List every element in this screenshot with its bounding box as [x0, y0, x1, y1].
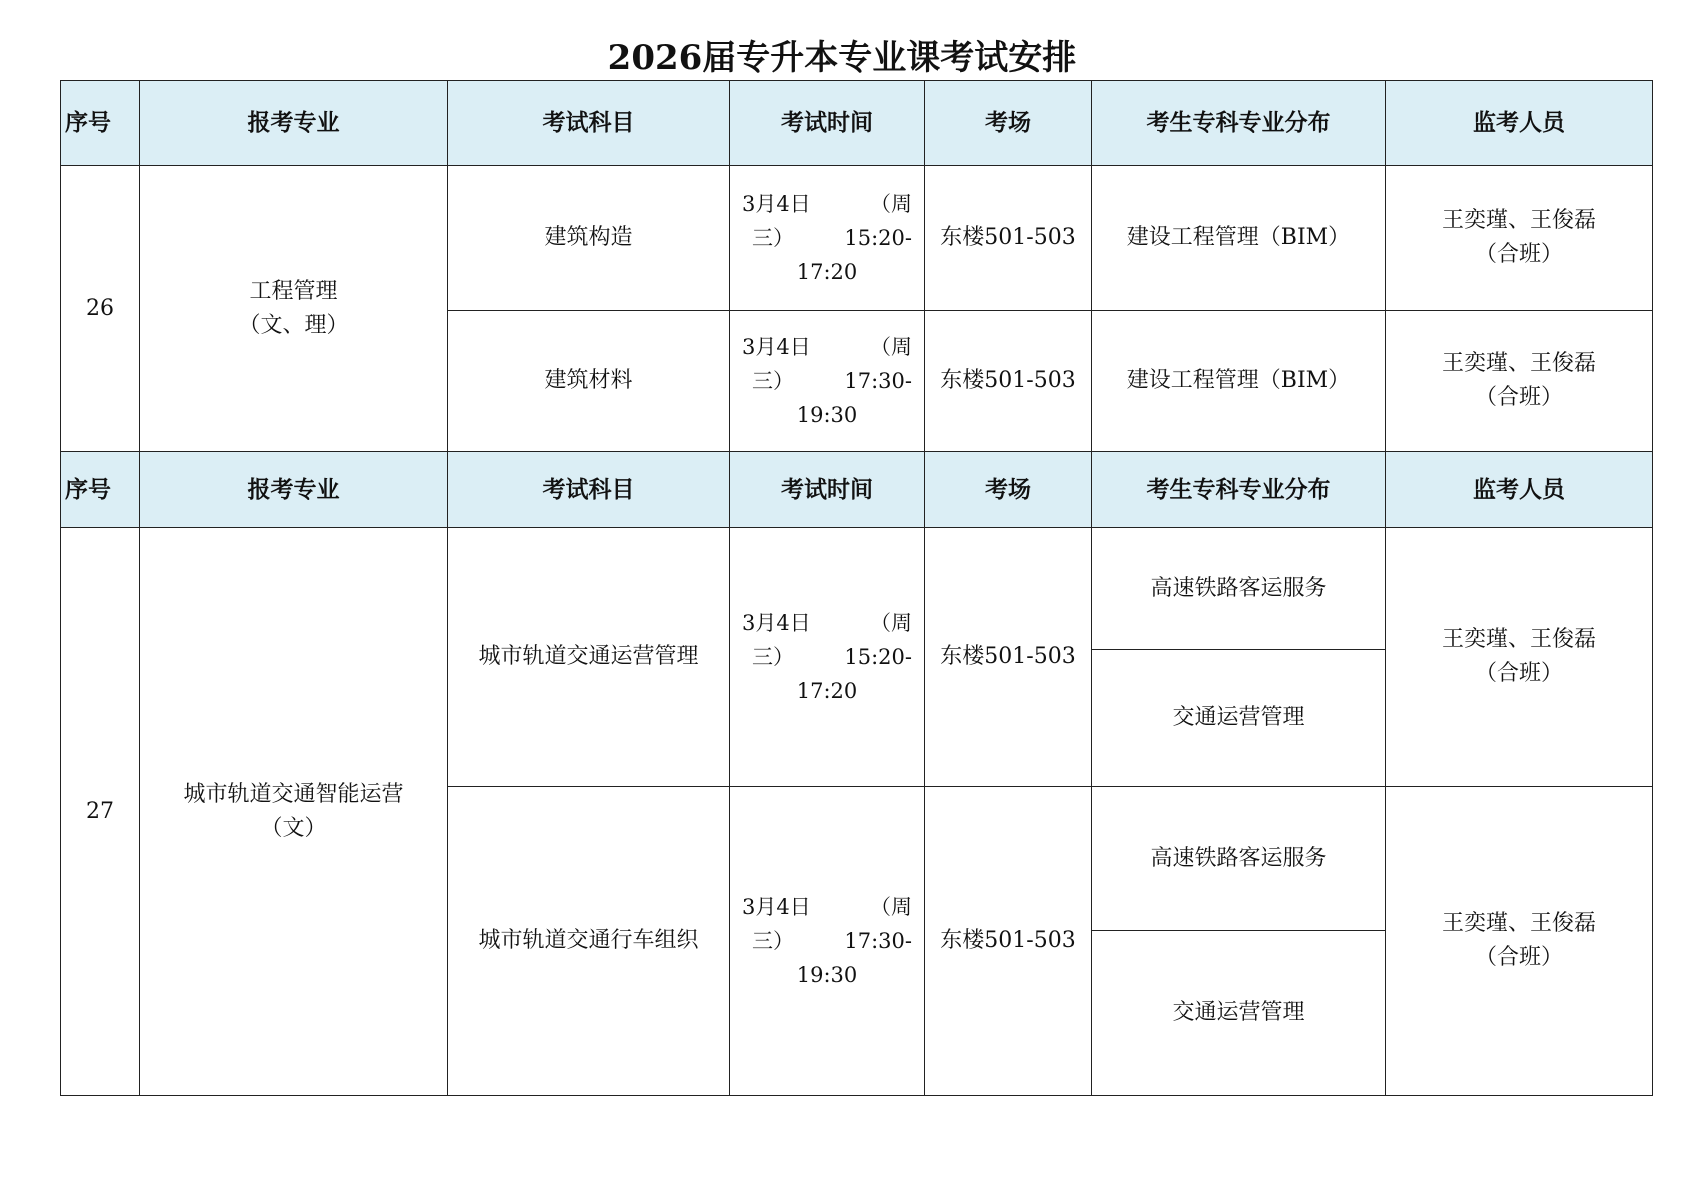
header-row	[61, 81, 1653, 166]
header-major: 报考专业	[140, 81, 448, 166]
dist-cell: 建设工程管理（BIM）	[1092, 311, 1386, 452]
time-cell	[730, 528, 925, 787]
proctor-cell	[1386, 787, 1653, 1096]
time-day-open: （周	[870, 611, 912, 635]
header-dist: 考生专科专业分布	[1092, 81, 1386, 166]
header-proctor: 监考人员	[1386, 452, 1653, 528]
major-cell	[140, 528, 448, 1096]
time-day-open: （周	[870, 895, 912, 919]
page-title: 2026届专升本专业课考试安排	[607, 38, 1077, 78]
time-day-close: 三）	[752, 929, 794, 953]
dist-cell: 交通运营管理	[1092, 650, 1386, 787]
seq-cell: 26	[61, 166, 140, 452]
dist-cell: 交通运营管理	[1092, 931, 1386, 1096]
table-row	[61, 528, 1653, 650]
header-proctor: 监考人员	[1386, 81, 1653, 166]
proctor-names: 王奕瑾、王俊磊	[1441, 351, 1596, 376]
time-start: 17:30-	[844, 369, 912, 393]
major-cell	[140, 166, 448, 452]
header-row	[61, 452, 1653, 528]
dist-cell: 高速铁路客运服务	[1092, 528, 1386, 650]
time-day-close: 三）	[752, 645, 794, 669]
room-cell: 东楼501-503	[925, 528, 1092, 787]
exam-schedule-table	[60, 80, 1653, 1096]
dist-cell: 建设工程管理（BIM）	[1092, 166, 1386, 311]
proctor-names: 王奕瑾、王俊磊	[1441, 627, 1596, 652]
time-cell	[730, 311, 925, 452]
proctor-note: （合班）	[1474, 945, 1563, 970]
time-end: 17:20	[796, 679, 858, 703]
time-cell	[730, 166, 925, 311]
room-cell: 东楼501-503	[925, 787, 1092, 1096]
header-time: 考试时间	[730, 452, 925, 528]
dist-cell: 高速铁路客运服务	[1092, 787, 1386, 931]
room-cell: 东楼501-503	[925, 166, 1092, 311]
header-room: 考场	[925, 452, 1092, 528]
header-subject: 考试科目	[448, 81, 730, 166]
major-name: 城市轨道交通智能运营	[183, 781, 404, 807]
header-major: 报考专业	[140, 452, 448, 528]
table-row	[61, 166, 1653, 311]
major-track: （文）	[260, 815, 327, 841]
time-day-close: 三）	[752, 369, 794, 393]
proctor-note: （合班）	[1474, 385, 1563, 410]
header-room: 考场	[925, 81, 1092, 166]
time-date: 3月4日	[742, 192, 811, 216]
time-day-open: （周	[870, 192, 912, 216]
seq-cell: 27	[61, 528, 140, 1096]
subject-cell: 城市轨道交通行车组织	[448, 787, 730, 1096]
time-start: 15:20-	[844, 226, 912, 250]
time-day-open: （周	[870, 335, 912, 359]
time-date: 3月4日	[742, 895, 811, 919]
proctor-cell	[1386, 311, 1653, 452]
time-end: 19:30	[796, 963, 858, 987]
header-seq: 序号	[61, 81, 140, 166]
subject-cell: 建筑构造	[448, 166, 730, 311]
major-track: （文、理）	[238, 312, 349, 338]
proctor-note: （合班）	[1474, 242, 1563, 267]
major-name: 工程管理	[249, 278, 338, 304]
subject-cell: 城市轨道交通运营管理	[448, 528, 730, 787]
proctor-cell	[1386, 166, 1653, 311]
header-subject: 考试科目	[448, 452, 730, 528]
time-date: 3月4日	[742, 611, 811, 635]
proctor-cell	[1386, 528, 1653, 787]
header-seq: 序号	[61, 452, 140, 528]
time-start: 15:20-	[844, 645, 912, 669]
time-cell	[730, 787, 925, 1096]
time-start: 17:30-	[844, 929, 912, 953]
header-dist: 考生专科专业分布	[1092, 452, 1386, 528]
time-end: 17:20	[796, 260, 858, 284]
header-time: 考试时间	[730, 81, 925, 166]
time-day-close: 三）	[752, 226, 794, 250]
proctor-names: 王奕瑾、王俊磊	[1441, 208, 1596, 233]
time-end: 19:30	[796, 403, 858, 427]
subject-cell: 建筑材料	[448, 311, 730, 452]
room-cell: 东楼501-503	[925, 311, 1092, 452]
proctor-names: 王奕瑾、王俊磊	[1441, 911, 1596, 936]
time-date: 3月4日	[742, 335, 811, 359]
proctor-note: （合班）	[1474, 661, 1563, 686]
